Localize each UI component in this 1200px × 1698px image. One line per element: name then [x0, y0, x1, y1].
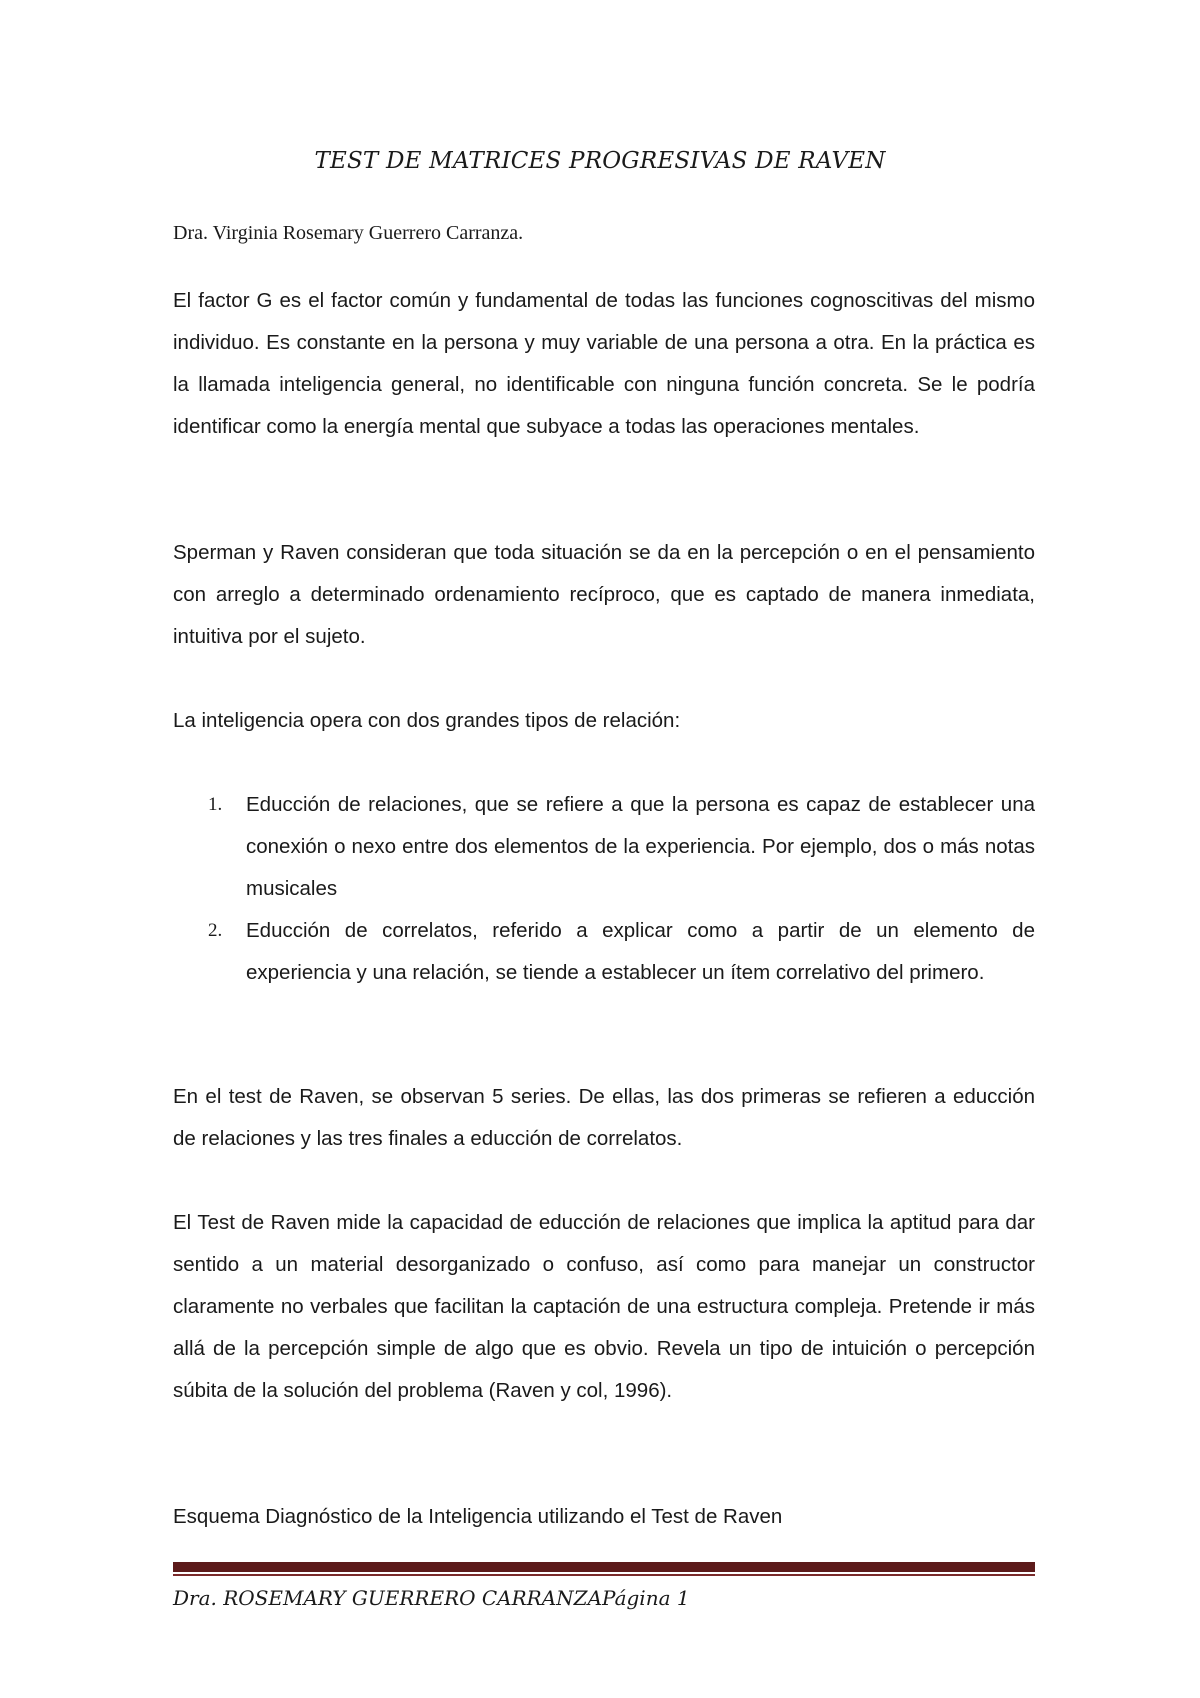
- relation-types-list: [173, 784, 1035, 994]
- paragraph-sperman-raven: Sperman y Raven consideran que toda situación se da en la percepción o en el pensamiento con arreglo a determinado ordenamiento recíproco, que es captado de manera inmediata, intuitiva por el sujeto.: [173, 541, 1035, 648]
- paragraph-series: En el test de Raven, se observan 5 series. De ellas, las dos primeras se refieren a educción de relaciones y las tres finales a educción de correlatos.: [173, 1085, 1035, 1150]
- list-item-text: Educción de correlatos, referido a explicar como a partir de un elemento de experiencia y una relación, se tiende a establecer un ítem correlativo del primero.: [246, 919, 1035, 984]
- list-item: [173, 910, 1035, 994]
- paragraph-test-measures: El Test de Raven mide la capacidad de educción de relaciones que implica la aptitud para dar sentido a un material desorganizado o confuso, así como para manejar un constructor claramente no verbales que facilitan la captación de una estructura compleja. Pretende ir más allá de la percepción simple de algo que es obvio. Revela un tipo de intuición o percepción súbita de la solución del problema (Raven y col, 1996).: [173, 1211, 1035, 1402]
- list-item: [173, 784, 1035, 910]
- paragraph-factor-g: El factor G es el factor común y fundamental de todas las funciones cognoscitivas del mismo individuo. Es constante en la persona y muy variable de una persona a otra. En la práctica es la llamada inteligencia general, no identificable con ninguna función concreta. Se le podría identificar como la energía mental que subyace a todas las operaciones mentales.: [173, 289, 1035, 438]
- document-title: TEST DE MATRICES PROGRESIVAS DE RAVEN: [314, 148, 886, 174]
- footer-divider: [173, 1562, 1035, 1572]
- list-item-number: 2.: [208, 920, 223, 941]
- author-line: Dra. Virginia Rosemary Guerrero Carranza.: [173, 222, 524, 244]
- page-footer: Dra. ROSEMARY GUERRERO CARRANZAPágina 1: [173, 1586, 690, 1610]
- list-item-text: Educción de relaciones, que se refiere a que la persona es capaz de establecer una conexión o nexo entre dos elementos de la experiencia. Por ejemplo, dos o más notas musicales: [246, 793, 1035, 900]
- paragraph-diagnostic-scheme: Esquema Diagnóstico de la Inteligencia utilizando el Test de Raven: [173, 1505, 783, 1528]
- list-item-number: 1.: [208, 794, 223, 815]
- paragraph-relation-types: La inteligencia opera con dos grandes tipos de relación:: [173, 709, 681, 732]
